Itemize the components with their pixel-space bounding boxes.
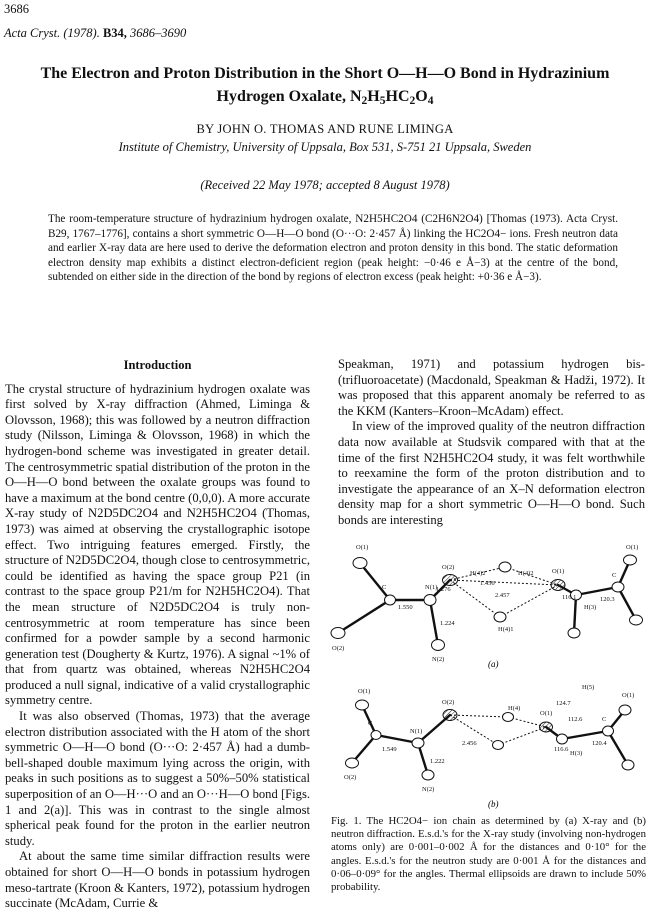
- atom-label: N(2): [422, 786, 435, 793]
- angle-label: 120.3: [600, 596, 615, 603]
- bond-length-label: 1.549: [382, 746, 397, 753]
- angle-label: 116.6: [554, 746, 569, 753]
- atom-label: O(1): [626, 544, 639, 551]
- atom-label: N(1): [425, 584, 438, 591]
- title-line-2-text: Hydrogen Oxalate, N: [216, 88, 362, 105]
- section-heading-introduction: Introduction: [123, 358, 192, 372]
- bond-length-label: 1.224: [440, 620, 455, 627]
- atom-label: H(3): [570, 750, 583, 757]
- column-left: [5, 358, 310, 912]
- article-title: [0, 62, 650, 108]
- abstract-text: The room-temperature structure of hydrazinium hydrogen oxalate, N2H5HC2O4 (C2H6N2O4) [Thomas (1973). Acta Cryst. B29, 1767–1776], contains a short symmetric O—H—O bond (O···O: 2·457 Å) linking the HC2O4− ions. Fresh neutron data and earlier X-ray data are here used to derive the deformation electron and proton density in this bond. The static deformation electron density map exhibits a distinct electron-deficient region (peak height: −0·46 e Å−3) at the centre of the bond, subtended on either side in the direction of the bond by regions of electron excess (peak height: +0·36 e Å−3).: [48, 213, 618, 284]
- atom-label: H(4)2: [518, 570, 534, 577]
- bond-length-label: 1.550: [398, 604, 413, 611]
- angle-label: 112.6: [568, 716, 583, 723]
- intro-paragraph-3: At about the same time similar diffraction results were obtained for short O—H—O bonds in potassium hydrogen meso-tartrate (Kroon & Kanters, 1972), potassium hydrogen succinate (McAdam, Currie &: [5, 849, 310, 911]
- bond-length-label: 2.457: [495, 592, 510, 599]
- angle-label: 124.7: [556, 700, 571, 707]
- atom-label: O(2): [332, 645, 345, 652]
- angle-label: 116.1: [562, 594, 577, 601]
- atom-label: N(2): [432, 656, 445, 663]
- atom-label: H(5): [582, 684, 595, 691]
- authors: BY JOHN O. THOMAS AND RUNE LIMINGA: [196, 122, 454, 136]
- journal-name: Acta Cryst.: [4, 26, 61, 40]
- atom-label: O(1): [356, 544, 369, 551]
- atom-label: C: [612, 572, 617, 579]
- caption-text: The HC2O4− ion chain as determined by (a) X-ray and (b) neutron diffraction. E.s.d.'s for the X-ray study (involving non-hydrogen atoms only) are 0·001–0·002 Å for the distances and 0·10° for the angles. E.s.d.'s for the neutron study are 0·001 Å for the distances and 0·06–0·09° for the angles. Thermal ellipsoids are drawn to include 50% probability.: [331, 815, 646, 894]
- intro-paragraph-2: It was also observed (Thomas, 1973) that the average electron distribution associated with the H atom of the short symmetric O—H—O bond (O···O: 2·457 Å) had a dumb-bell-shaped double maximum lying across the origin, with peaks in such positions as to suggest a 50%–50% statistical superposition of an O—H···O and an O···H—O bond [Figs. 1 and 2(a)]. This was in contrast to the single almost spherical peak found for the proton in the earlier neutron study.: [5, 709, 310, 848]
- bond-length-label: 2.456: [462, 740, 477, 747]
- atom-label: O(1): [552, 568, 565, 575]
- bond-length-label: 1.456: [480, 580, 495, 587]
- atom-label: O(2): [344, 774, 357, 781]
- journal-year: (1978).: [63, 26, 100, 40]
- bond-length-label: 1.222: [430, 758, 445, 765]
- journal-citation: [4, 26, 186, 41]
- atom-label: C: [368, 720, 373, 727]
- figure-panel-b: [344, 684, 634, 809]
- atom-label: H(4): [508, 705, 521, 712]
- page-number: 3686: [4, 2, 29, 16]
- journal-volume: B34,: [102, 26, 127, 40]
- title-line-2: Hydrogen Oxalate, $N_2H_5HC_2O_4$: [216, 88, 434, 107]
- atom-label: O(1): [540, 710, 553, 717]
- affiliation: Institute of Chemistry, University of Uppsala, Box 531, S-751 21 Uppsala, Sweden: [118, 140, 532, 154]
- atom-label: O(1): [358, 688, 371, 695]
- atom-label: N(1): [410, 728, 423, 735]
- atom-label: H(4)1: [498, 626, 514, 633]
- atom-label: C: [382, 584, 387, 591]
- bond-length-label: 1.276: [436, 586, 451, 593]
- abstract: [48, 212, 618, 285]
- journal-pages: 3686–3690: [130, 26, 187, 40]
- atom-label: C: [602, 716, 607, 723]
- atom-label: H(4)2: [470, 570, 486, 577]
- column-right: [338, 357, 645, 529]
- atom-label: O(2): [442, 564, 455, 571]
- atom-label: O(2): [442, 699, 455, 706]
- atom-label: O(1): [622, 692, 635, 699]
- figure-panel-label-b: (b): [488, 799, 499, 809]
- atom-label: H(3): [584, 604, 597, 611]
- figure-1-molecular-diagram: [330, 505, 648, 815]
- intro-paragraph-5: In view of the improved quality of the neutron diffraction data now available at Studsvik compared with that at the time of the first N2H5HC2O4 study, it was felt worthwhile to reexamine the form of the proton distribution and to investigate the appearance of an X–N deformation electron density map for a short symmetric O—H—O bond. Such bonds are interesting: [338, 419, 645, 527]
- intro-paragraph-1: The crystal structure of hydrazinium hydrogen oxalate was first solved by X-ray diffraction (Ahmed, Liminga & Olovsson, 1968); this was followed by a neutron diffraction study (Nilsson, Liminga & Olovsson, 1968) in which the hydrogen-bond scheme was investigated in greater detail. The centrosymmetric spatial distribution of the proton in the O—H—O bond between the oxalate groups was found to have a maximum at the bond centre (0,0,0). A more accurate X-ray study of N2D5DC2O4 and N2H5HC2O4 (Thomas, 1973) was aimed at observing the crystallographic isotope effect. Two intriguing features emerged. Firstly, the structure of N2D5DC2O4, though close to centrosymmetric, could be identified as having the space group P21 (in contrast to the space group P21/m for N2H5HC2O4). That the mean structure of N2D5DC2O4 is truly non-centrosymmetric at room temperature has since been confirmed for a powder sample by a second harmonic generation test (Dougherty & Kurtz, 1976). A signal ~1% of that from quartz was obtained, whereas N2H5HC2O4 produced a null signal, indicative of a valid crystallographic symmetry centre.: [5, 381, 310, 708]
- figure-panel-a: [331, 544, 643, 669]
- received-dates: (Received 22 May 1978; accepted 8 August 1978): [200, 178, 450, 192]
- caption-lead: Fig. 1.: [331, 815, 362, 827]
- intro-paragraph-4: Speakman, 1971) and potassium hydrogen bis-(trifluoroacetate) (Macdonald, Speakman & Hadži, 1972). It was proposed that this apparent anomaly be referred to as the KKM (Kanters–Kroon–McAdam) effect.: [338, 357, 645, 418]
- title-line-1: The Electron and Proton Distribution in the Short O—H—O Bond in Hydrazinium: [40, 65, 610, 82]
- figure-panel-label-a: (a): [488, 659, 499, 669]
- angle-label: 120.4: [592, 740, 607, 747]
- figure-1-caption: [331, 815, 646, 894]
